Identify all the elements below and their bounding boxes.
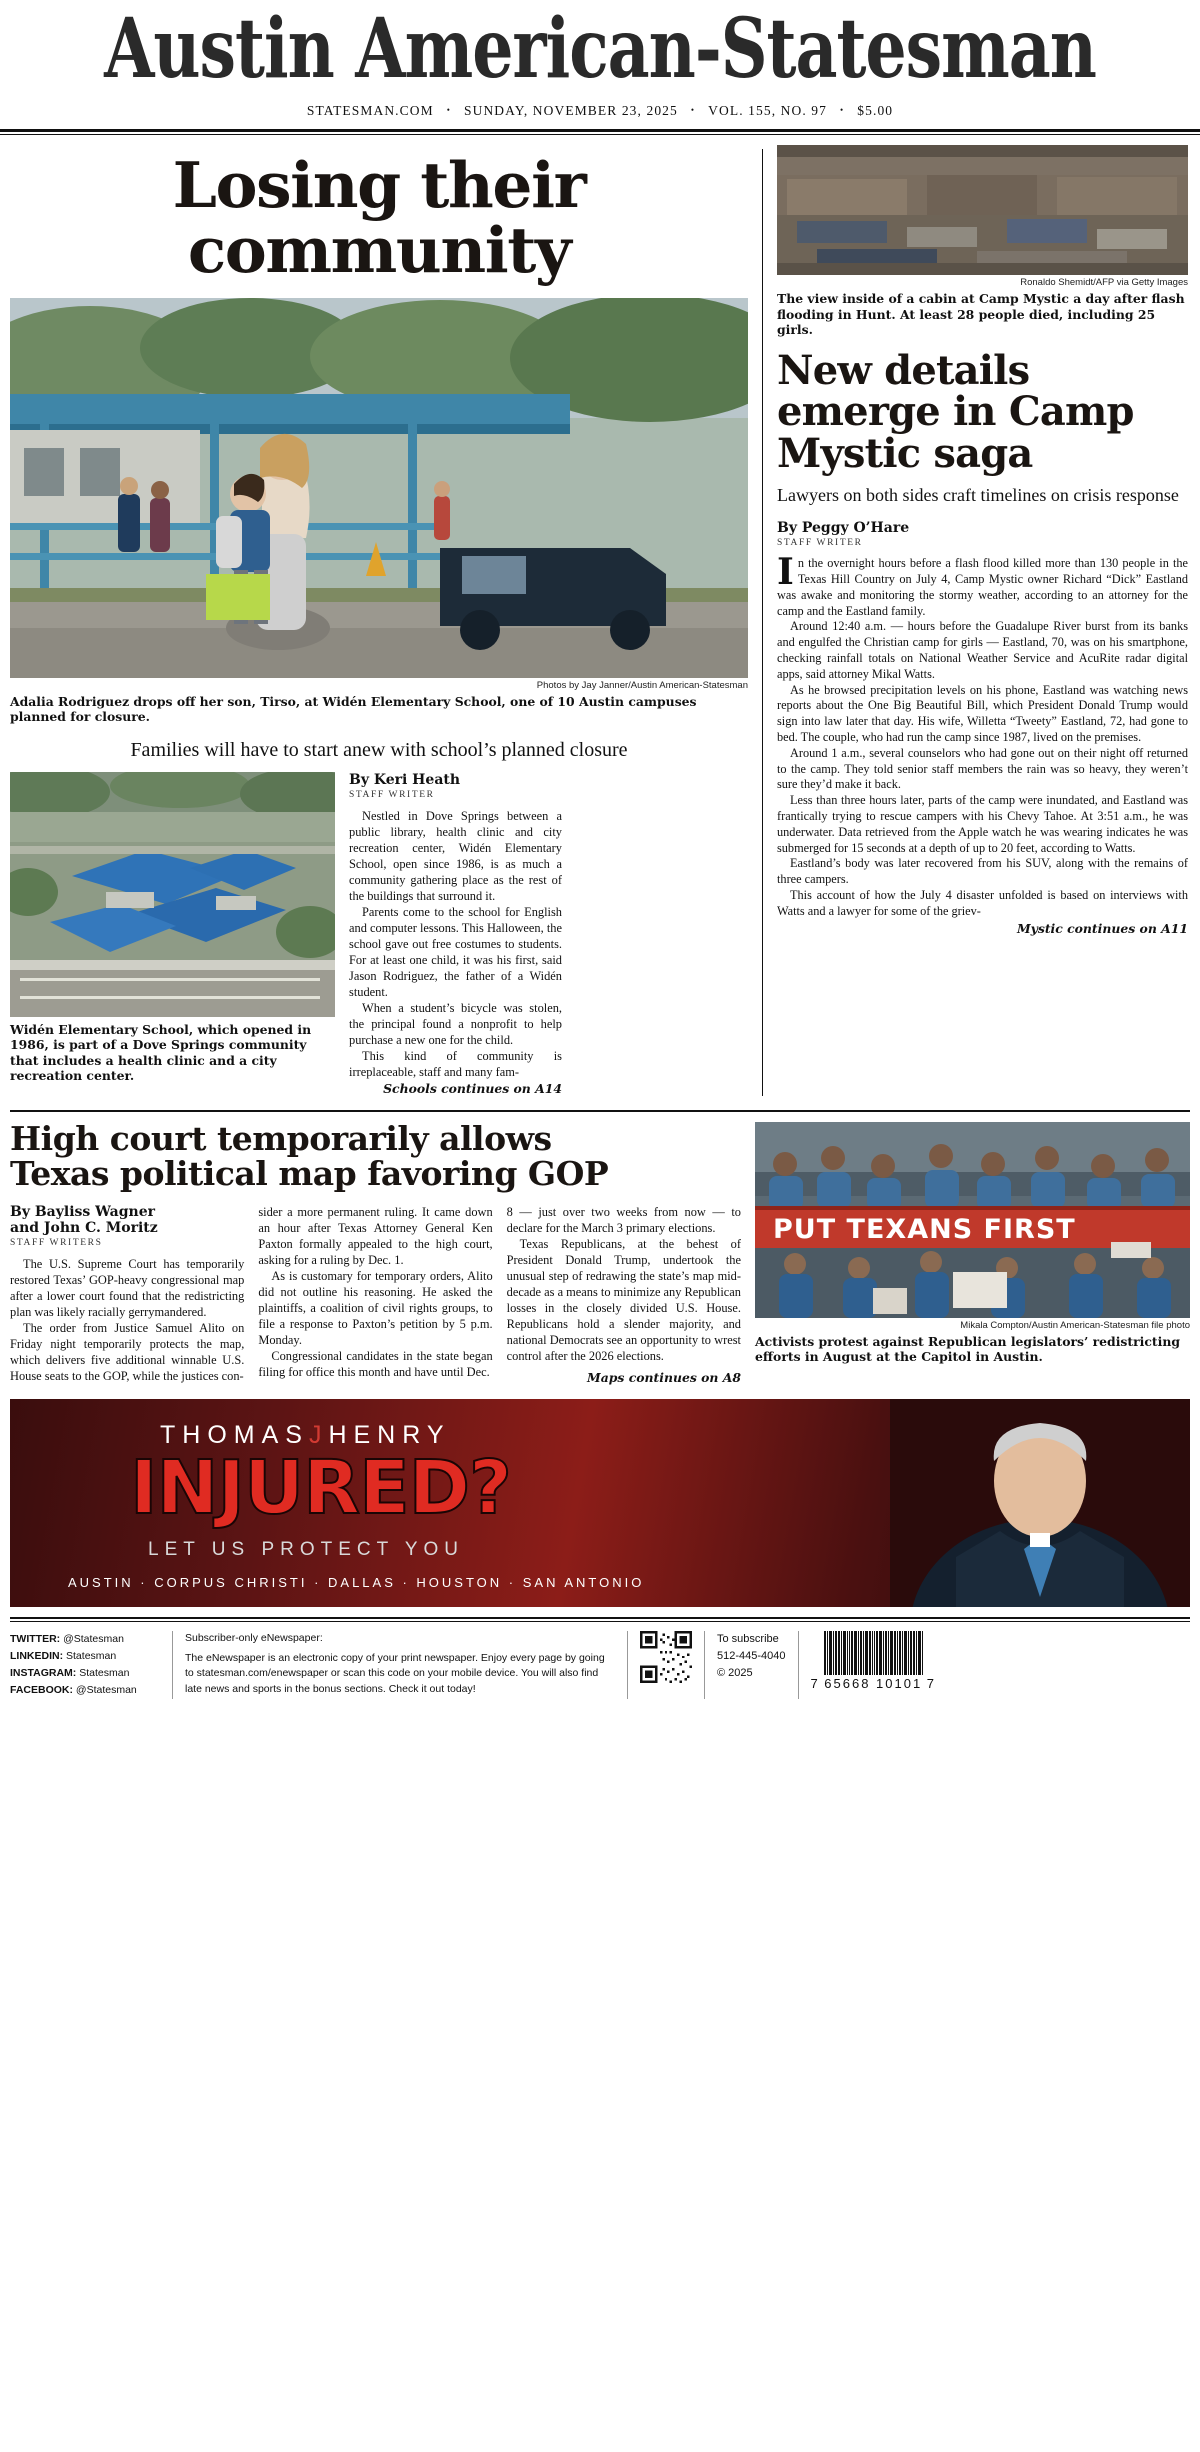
- maps-c1-para-0: The U.S. Supreme Court has temporarily restored Texas’ GOP-heavy congressional map after a lower court found that the redistricting plan was likely racially gerrymandered.: [10, 1256, 245, 1319]
- dateline-sep-1: •: [446, 105, 451, 116]
- maps-c3-para-1: Texas Republicans, at the behest of President Donald Trump, undertook the unusual step of redrawing the state’s map mid-decade as a means to minimize any Republican losses in the closely divided U.S. House. Republicans hold a slender majority, and national Democrats see an opportunity to wrest control after the 2026 elections.: [506, 1236, 741, 1363]
- aerial-photo-art: [10, 772, 335, 1017]
- lead-story-body: [10, 772, 748, 1096]
- maps-body-2: [258, 1204, 492, 1380]
- maps-story: [0, 1112, 1200, 1385]
- maps-byline-2: and John C. Moritz: [10, 1219, 158, 1236]
- rail-para-2: As he browsed precipitation levels on his phone, Eastland was watching news reports about the One Big Beautiful Bill, which President Donald Trump would sign into law later that day. His wife, Willetta “Tweety” Eastland, 72, had gone to bed. The couple, who had run the camp since 1987, lived on the premises.: [777, 682, 1188, 745]
- dateline: [0, 103, 1200, 119]
- footer-social-linkedin[interactable]: [10, 1648, 160, 1665]
- maps-column-1: [10, 1204, 244, 1385]
- ad-portrait: [890, 1399, 1190, 1607]
- lead-para-0: Nestled in Dove Springs between a public library, health clinic and city recreation center, Widén Elementary School, open since 1986, is as much a community gathering place as the rest of the buildings that surround it.: [349, 808, 562, 903]
- dateline-site: STATESMAN.COM: [306, 103, 434, 119]
- barcode-digit-right: 7: [926, 1675, 936, 1691]
- footer-social-instagram-label: INSTAGRAM:: [10, 1666, 77, 1679]
- rail-story: [763, 145, 1200, 1096]
- footer-social-linkedin-value: Statesman: [66, 1649, 117, 1662]
- maps-jump-line[interactable]: Maps continues on A8: [587, 1369, 741, 1385]
- rail-staff-label: STAFF WRITER: [777, 538, 863, 549]
- barcode-number: 65668 10101: [824, 1675, 923, 1691]
- maps-staff-label: STAFF WRITERS: [10, 1237, 103, 1248]
- maps-columns: [10, 1204, 741, 1385]
- maps-headline-line2: Texas political map favoring GOP: [10, 1153, 609, 1193]
- maps-photo: [755, 1122, 1190, 1318]
- rail-byline: By Peggy O’Hare: [777, 520, 910, 537]
- rail-photo-caption: The view inside of a cabin at Camp Mystic a day after flash flooding in Hunt. At least 28 people died, including 25 girls.: [777, 291, 1185, 338]
- dateline-date: SUNDAY, NOVEMBER 23, 2025: [463, 103, 678, 119]
- footer: [0, 1622, 1200, 1699]
- maps-body-1: [10, 1256, 244, 1384]
- footer-social-twitter-label: TWITTER:: [10, 1632, 61, 1645]
- barcode-icon: [824, 1631, 923, 1675]
- rail-body: [777, 551, 1188, 919]
- aerial-photo-block: [10, 772, 335, 1096]
- footer-social-instagram[interactable]: [10, 1665, 160, 1682]
- footer-divider-1: [172, 1631, 173, 1699]
- rail-jump-line[interactable]: Mystic continues on A11: [1016, 920, 1188, 936]
- aerial-photo-caption: Widén Elementary School, which opened in 1986, is part of a Dove Springs community that includes a health clinic and a city recreation center.: [10, 1021, 312, 1084]
- dateline-sep-3: •: [840, 105, 845, 116]
- footer-enewspaper: [185, 1631, 615, 1698]
- newspaper-title: Austin American-Statesman: [104, 0, 1096, 97]
- footer-subscribe: [717, 1631, 786, 1682]
- lead-jump-line[interactable]: Schools continues on A14: [383, 1080, 562, 1096]
- ad-cities: AUSTIN · CORPUS CHRISTI · DALLAS · HOUSTON · SAN ANTONIO: [68, 1574, 645, 1590]
- footer-social-facebook-label: FACEBOOK:: [10, 1683, 73, 1696]
- svg-text:PUT TEXANS FIRST: PUT TEXANS FIRST: [773, 1213, 1076, 1245]
- footer-enews-body: The eNewspaper is an electronic copy of your print newspaper. Enjoy every page by going to statesman.com/enewspaper or scan this code on your mobile device. You will also find late news and sports in the bonus sections. Check it out today!: [185, 1651, 605, 1696]
- footer-divider-3: [704, 1631, 705, 1699]
- lead-headline-line1: Losing their: [172, 148, 586, 223]
- maps-headline: [10, 1118, 741, 1193]
- qr-code-icon[interactable]: [640, 1631, 692, 1683]
- rail-photo-credit: Ronaldo Shemidt/AFP via Getty Images: [1020, 277, 1188, 289]
- rail-para-1: Around 12:40 a.m. — hours before the Guadalupe River burst from its banks and engulfed the Christian camp for girls — Eastland, 70, was on his smartphone, checking rainfall totals on National Weather Service and AcuRite radar digital apps, said attorney Mikal Watts.: [777, 619, 1188, 681]
- footer-social-facebook-value: @Statesman: [75, 1683, 137, 1696]
- lead-story: [0, 145, 762, 1096]
- footer-divider-2: [627, 1631, 628, 1699]
- rail-photo-art: [777, 145, 1188, 275]
- masthead-rule-thin: [0, 134, 1200, 135]
- rail-para-4: Less than three hours later, parts of the camp were inundated, and Eastland was frantically trying to rescue campers with his Chevy Tahoe. At 3:51 a.m., he was underwater. Data retrieved from the Apple watch he was wearing indicates he was submerged for 15 seconds at a depth of up to 20 feet, according to Watts.: [777, 793, 1188, 855]
- rail-para-5: Eastland’s body was later recovered from his SUV, along with the remains of three campers.: [777, 856, 1188, 887]
- footer-enews-title: Subscriber-only eNewspaper:: [185, 1631, 323, 1644]
- rail-deck: Lawyers on both sides craft timelines on crisis response: [777, 484, 1179, 505]
- footer-social-linkedin-label: LINKEDIN:: [10, 1649, 64, 1662]
- lead-para-1: Parents come to the school for English and computer lessons. This Halloween, the school gave out free costumes to students. For at least one child, it was his first, said Jason Rodriguez, the father of a Widén student.: [349, 904, 562, 999]
- aerial-photo: [10, 772, 335, 1017]
- maps-photo-art: [755, 1122, 1190, 1318]
- lead-photo-art: [10, 298, 748, 678]
- rail-headline: New details emerge in Camp Mystic saga: [777, 346, 1134, 478]
- lead-para-2: When a student’s bicycle was stolen, the principal found a nonprofit to help purchase a new one for the child.: [349, 1000, 562, 1047]
- footer-social-instagram-value: Statesman: [79, 1666, 130, 1679]
- maps-c2-para-0: sider a more permanent ruling. It came down an hour after Texas Attorney General Ken Paxton formally appealed to the high court, asking for a ruling by Dec. 1.: [258, 1204, 493, 1267]
- ad-headline: INJURED?: [130, 1444, 511, 1531]
- lead-photo-caption: Adalia Rodriguez drops off her son, Tirso, at Widén Elementary School, one of 10 Austin campuses planned for closure.: [10, 693, 697, 725]
- maps-photo-block: [755, 1122, 1190, 1385]
- footer-social-facebook[interactable]: [10, 1682, 160, 1699]
- maps-c3-para-0: 8 — just over two weeks from now — to declare for the March 3 primary elections.: [506, 1204, 741, 1235]
- lead-photo-credit: Photos by Jay Janner/Austin American-Statesman: [536, 679, 748, 691]
- maps-byline-1: By Bayliss Wagner: [10, 1203, 155, 1220]
- maps-c1-para-1: The order from Justice Samuel Alito on Friday night temporarily protects the map, which delivers five additional winnable U.S. House seats to the GOP, while the justices con-: [10, 1320, 245, 1383]
- ad-subhead: LET US PROTECT YOU: [148, 1538, 464, 1560]
- masthead-rule-thick: [0, 129, 1200, 132]
- ad-brand-first: THOMAS: [160, 1420, 309, 1449]
- maps-photo-caption: Activists protest against Republican legislators’ redistricting efforts in August at the Capitol in Austin.: [755, 1333, 1180, 1365]
- maps-headline-line1: High court temporarily allows: [10, 1118, 552, 1158]
- footer-social-list: [10, 1631, 160, 1699]
- masthead: [0, 0, 1200, 119]
- dateline-price: $5.00: [857, 103, 894, 119]
- ad-brand-j: J: [308, 1420, 329, 1449]
- rail-para-0: In the overnight hours before a flash flood killed more than 130 people in the Texas Hill Country on July 4, Camp Mystic owner Richard “Dick” Eastland was awake and monitoring the stormy weather, according to an attorney for the camp and the Eastland family.: [777, 551, 1188, 618]
- advertisement[interactable]: [10, 1399, 1190, 1607]
- lead-text-column: [335, 772, 562, 1096]
- ad-brand-last: HENRY: [328, 1420, 451, 1449]
- footer-subscribe-label: To subscribe: [717, 1632, 779, 1645]
- footer-divider-4: [798, 1631, 799, 1699]
- lead-headline: [10, 148, 748, 287]
- maps-photo-credit: Mikala Compton/Austin American-Statesman file photo: [960, 1319, 1190, 1331]
- rail-photo: [777, 145, 1188, 275]
- top-section: [0, 145, 1200, 1096]
- footer-copyright: © 2025: [717, 1666, 753, 1679]
- rail-para-6: This account of how the July 4 disaster unfolded is based on interviews with Watts and a lawyer for some of the griev-: [777, 888, 1188, 918]
- lead-para-3: This kind of community is irreplaceable, staff and many fam-: [349, 1048, 562, 1079]
- barcode-digit-left: 7: [810, 1675, 820, 1691]
- footer-barcode-block: [811, 1631, 936, 1691]
- dateline-volume: VOL. 155, NO. 97: [708, 103, 827, 119]
- footer-qr-block[interactable]: [640, 1631, 692, 1686]
- footer-social-twitter[interactable]: [10, 1631, 160, 1648]
- lead-subhead: Families will have to start anew with school’s planned closure: [130, 738, 628, 761]
- lead-byline: By Keri Heath: [349, 771, 461, 788]
- footer-social-twitter-value: @Statesman: [63, 1632, 124, 1645]
- lead-headline-line2: community: [187, 212, 571, 287]
- dateline-sep-2: •: [690, 105, 696, 116]
- maps-text-area: [10, 1118, 755, 1385]
- lead-body: [349, 808, 562, 1080]
- maps-c2-para-1: As is customary for temporary orders, Alito did not outline his reasoning. He asked the plaintiffs, a coalition of civil rights groups, to file a response to Paxton’s petition by 5 p.m. Monday.: [258, 1268, 493, 1347]
- maps-column-2: [258, 1204, 492, 1385]
- lead-photo: [10, 298, 748, 678]
- lead-staff-label: STAFF WRITER: [349, 789, 435, 800]
- rail-para-3: Around 1 a.m., several counselors who had gone out on their night off returned to the camp. They told senior staff members the rain was so heavy, they weren’t sure they’d make it back.: [777, 745, 1188, 792]
- maps-column-3: [507, 1204, 741, 1385]
- maps-body-3: [507, 1204, 741, 1364]
- maps-c2-para-2: Congressional candidates in the state began filing for office this month and have until Dec.: [258, 1348, 493, 1379]
- footer-subscribe-phone[interactable]: 512-445-4040: [717, 1649, 786, 1662]
- footer-rule-thick: [10, 1617, 1190, 1619]
